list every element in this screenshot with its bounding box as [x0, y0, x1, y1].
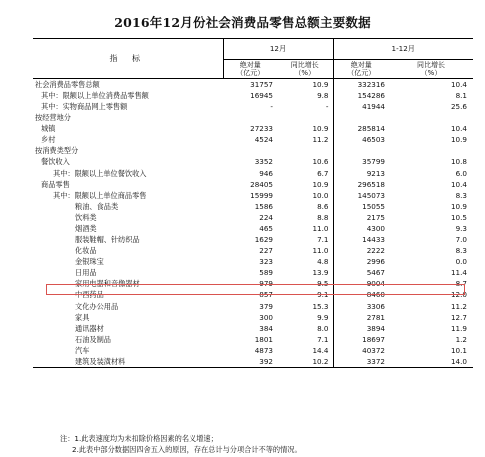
retail-sales-table	[33, 38, 473, 368]
month-abs-cell: 3352	[254, 157, 273, 167]
month-growth-cell: -	[277, 101, 333, 112]
table-row	[33, 123, 473, 134]
month-growth-cell: 10.9	[277, 123, 333, 134]
ytd-abs-cell: 2996	[366, 257, 385, 267]
month-abs-cell: 4873	[254, 345, 273, 355]
ytd-growth-cell: 14.0	[389, 356, 473, 368]
ytd-growth-cell: 12.7	[450, 312, 467, 322]
month-abs-cell: 27233	[250, 124, 273, 134]
month-growth-header: 同比增长 （%）	[277, 60, 333, 79]
row-label: 其中：限额以上单位餐饮收入	[53, 168, 147, 178]
ytd-abs-cell: 15055	[362, 201, 385, 211]
table-row	[33, 245, 473, 256]
month-abs-cell	[223, 145, 277, 156]
ytd-growth-cell: 10.9	[450, 135, 467, 145]
note-2: 2.此表中部分数据因四舍五入的原因，存在总计与分项合计不等的情况。	[72, 445, 302, 454]
month-growth-cell: 14.4	[277, 345, 333, 356]
ytd-growth-cell: 8.7	[455, 279, 467, 289]
ytd-abs-cell: 14433	[362, 235, 385, 245]
ytd-growth-cell: 10.9	[450, 201, 467, 211]
ytd-abs-cell: 18697	[362, 334, 385, 344]
month-growth-cell: 6.7	[277, 168, 333, 179]
table-row	[33, 312, 473, 323]
row-label: 建筑及装潢材料	[33, 356, 223, 368]
ytd-abs-cell: 296518	[357, 179, 385, 189]
highlight-box	[46, 284, 465, 295]
month-abs-cell	[223, 112, 277, 123]
month-abs-cell: 979	[259, 279, 273, 289]
row-label: 汽车	[75, 345, 90, 355]
month-abs-cell: 28405	[250, 179, 273, 189]
month-growth-cell: 10.0	[277, 190, 333, 201]
ytd-abs-cell: 35799	[362, 157, 385, 167]
ytd-growth-cell: 8.3	[455, 246, 467, 256]
month-growth-cell: 8.8	[277, 212, 333, 223]
month-abs-cell: 392	[223, 356, 277, 368]
month-header: 12月	[223, 39, 333, 60]
month-growth-cell: 11.0	[277, 245, 333, 256]
ytd-growth-cell: 11.2	[450, 301, 467, 311]
ytd-growth-cell	[389, 145, 473, 156]
ytd-growth-cell: 12.0	[450, 290, 467, 300]
month-abs-cell: 1586	[254, 201, 273, 211]
ytd-growth-cell: 10.1	[450, 345, 467, 355]
ytd-growth-cell: 11.4	[450, 268, 467, 278]
month-abs-cell: 300	[259, 312, 273, 322]
table-row	[33, 190, 473, 201]
table-row	[33, 157, 473, 168]
ytd-abs-cell: 3894	[366, 323, 385, 333]
month-abs-cell: 379	[259, 301, 273, 311]
table-row	[33, 212, 473, 223]
ytd-abs-cell: 3306	[366, 301, 385, 311]
row-label: 城镇	[41, 124, 56, 134]
notes	[60, 433, 302, 455]
table-row	[33, 101, 473, 112]
month-abs-cell: 589	[259, 268, 273, 278]
ytd-growth-cell: 11.9	[450, 323, 467, 333]
month-growth-cell: 11.0	[277, 223, 333, 234]
table-row	[33, 201, 473, 212]
month-abs-cell: 15999	[250, 190, 273, 200]
month-abs-cell: 1801	[254, 334, 273, 344]
month-growth-cell: 9.9	[277, 312, 333, 323]
month-growth-cell: 8.6	[277, 201, 333, 212]
month-growth-cell: 7.1	[277, 234, 333, 245]
table-row	[33, 267, 473, 278]
ytd-abs-cell: 9213	[366, 168, 385, 178]
table-row	[33, 334, 473, 345]
month-growth-cell: 10.9	[277, 79, 333, 91]
month-abs-cell: 857	[259, 290, 273, 300]
ytd-abs-cell: 154286	[357, 91, 385, 101]
ytd-abs-cell: 41944	[362, 102, 385, 112]
ytd-abs-cell: 4300	[366, 223, 385, 233]
ytd-growth-cell: 1.2	[455, 334, 467, 344]
row-label: 烟酒类	[75, 223, 97, 233]
row-label: 餐饮收入	[41, 157, 70, 167]
row-label: 家用电器和音像器材	[75, 279, 140, 289]
month-abs-cell: 224	[259, 212, 273, 222]
month-growth-cell	[277, 112, 333, 123]
month-abs-cell: -	[270, 102, 273, 112]
row-label: 其中：限额以上单位商品零售	[53, 190, 147, 200]
ytd-abs-cell	[333, 145, 389, 156]
ytd-growth-cell: 25.6	[450, 102, 467, 112]
table-row	[33, 301, 473, 312]
ytd-growth-cell: 6.0	[455, 168, 467, 178]
table-title: 2016年12月份社会消费品零售总额主要数据	[114, 15, 371, 30]
ytd-abs-cell: 3372	[333, 356, 389, 368]
ytd-growth-cell: 7.0	[455, 235, 467, 245]
month-growth-cell: 13.9	[277, 267, 333, 278]
row-label: 通讯器材	[75, 323, 104, 333]
row-label: 中西药品	[75, 290, 104, 300]
ytd-growth-cell: 8.3	[455, 190, 467, 200]
ytd-growth-cell: 10.5	[450, 212, 467, 222]
row-label: 社会消费品零售总额	[35, 79, 100, 89]
month-growth-cell: 9.8	[277, 90, 333, 101]
ytd-header: 1-12月	[333, 39, 473, 60]
ytd-growth-cell: 10.4	[450, 124, 467, 134]
ytd-growth-cell: 9.3	[455, 223, 467, 233]
note-1: 注：1.此表速度均为未扣除价格因素的名义增速；	[60, 434, 218, 443]
ytd-growth-cell: 10.4	[450, 179, 467, 189]
month-abs-cell: 1629	[254, 235, 273, 245]
row-label: 日用品	[75, 268, 97, 278]
table-row	[33, 112, 473, 123]
table-row	[33, 79, 473, 91]
row-label: 金银珠宝	[75, 257, 104, 267]
table-row	[33, 134, 473, 145]
table-row	[33, 145, 473, 156]
month-abs-cell: 946	[259, 168, 273, 178]
ytd-abs-cell: 9004	[366, 279, 385, 289]
month-growth-cell: 4.8	[277, 256, 333, 267]
ytd-abs-cell: 332316	[357, 79, 385, 89]
ytd-growth-cell: 0.0	[455, 257, 467, 267]
month-growth-cell: 9.5	[277, 278, 333, 289]
month-abs-header: 绝对量 （亿元）	[236, 60, 265, 77]
ytd-growth-header: 同比增长 （%）	[417, 60, 445, 77]
month-abs-cell: 31757	[250, 79, 273, 89]
table-row	[33, 323, 473, 334]
month-growth-cell: 10.6	[277, 157, 333, 168]
row-label: 化妆品	[75, 246, 97, 256]
ytd-abs-cell: 46503	[362, 135, 385, 145]
row-label: 粮油、食品类	[75, 201, 119, 211]
ytd-growth-cell: 10.4	[450, 79, 467, 89]
ytd-abs-cell: 145073	[357, 190, 385, 200]
month-abs-cell: 16945	[250, 91, 273, 101]
row-label: 其中：限额以上单位消费品零售额	[41, 91, 149, 101]
ytd-abs-cell: 2222	[366, 246, 385, 256]
ytd-abs-cell: 2781	[366, 312, 385, 322]
table-row	[33, 223, 473, 234]
table-row	[33, 345, 473, 356]
row-label: 文化办公用品	[75, 301, 119, 311]
table-row	[33, 168, 473, 179]
row-label: 家具	[75, 312, 90, 322]
table-row	[33, 90, 473, 101]
ytd-abs-cell: 2175	[366, 212, 385, 222]
month-abs-cell: 4524	[254, 135, 273, 145]
month-growth-cell: 10.2	[277, 356, 333, 368]
row-label: 服装鞋帽、针纺织品	[75, 235, 140, 245]
month-growth-cell: 10.9	[277, 179, 333, 190]
row-label: 商品零售	[41, 179, 70, 189]
month-growth-cell: 15.3	[277, 301, 333, 312]
table-body	[33, 79, 473, 368]
row-label: 按消费类型分	[35, 146, 79, 156]
table-row	[33, 356, 473, 368]
month-growth-cell: 11.2	[277, 134, 333, 145]
ytd-abs-cell: 285814	[357, 124, 385, 134]
table-row	[33, 179, 473, 190]
table-row	[33, 256, 473, 267]
ytd-abs-cell: 40372	[362, 345, 385, 355]
month-abs-cell: 384	[259, 323, 273, 333]
row-label: 按经营地分	[35, 113, 71, 123]
month-abs-cell: 227	[259, 246, 273, 256]
ytd-growth-cell: 8.1	[455, 91, 467, 101]
month-growth-cell: 8.0	[277, 323, 333, 334]
ytd-abs-cell	[333, 112, 389, 123]
row-label: 乡村	[41, 135, 56, 145]
row-label: 饮料类	[75, 212, 97, 222]
row-label: 石油及制品	[75, 334, 111, 344]
month-abs-cell: 323	[259, 257, 273, 267]
ytd-growth-cell: 10.8	[450, 157, 467, 167]
ytd-abs-header: 绝对量 （亿元）	[347, 60, 376, 77]
ytd-abs-cell: 5467	[366, 268, 385, 278]
table-row	[33, 234, 473, 245]
month-abs-cell: 465	[259, 223, 273, 233]
ytd-abs-cell: 8460	[366, 290, 385, 300]
month-growth-cell	[277, 145, 333, 156]
month-growth-cell: 9.1	[277, 289, 333, 300]
row-label: 其中：实物商品网上零售额	[41, 102, 128, 112]
ytd-growth-cell	[389, 112, 473, 123]
month-growth-cell: 7.1	[277, 334, 333, 345]
indicator-header: 指 标	[33, 39, 223, 79]
